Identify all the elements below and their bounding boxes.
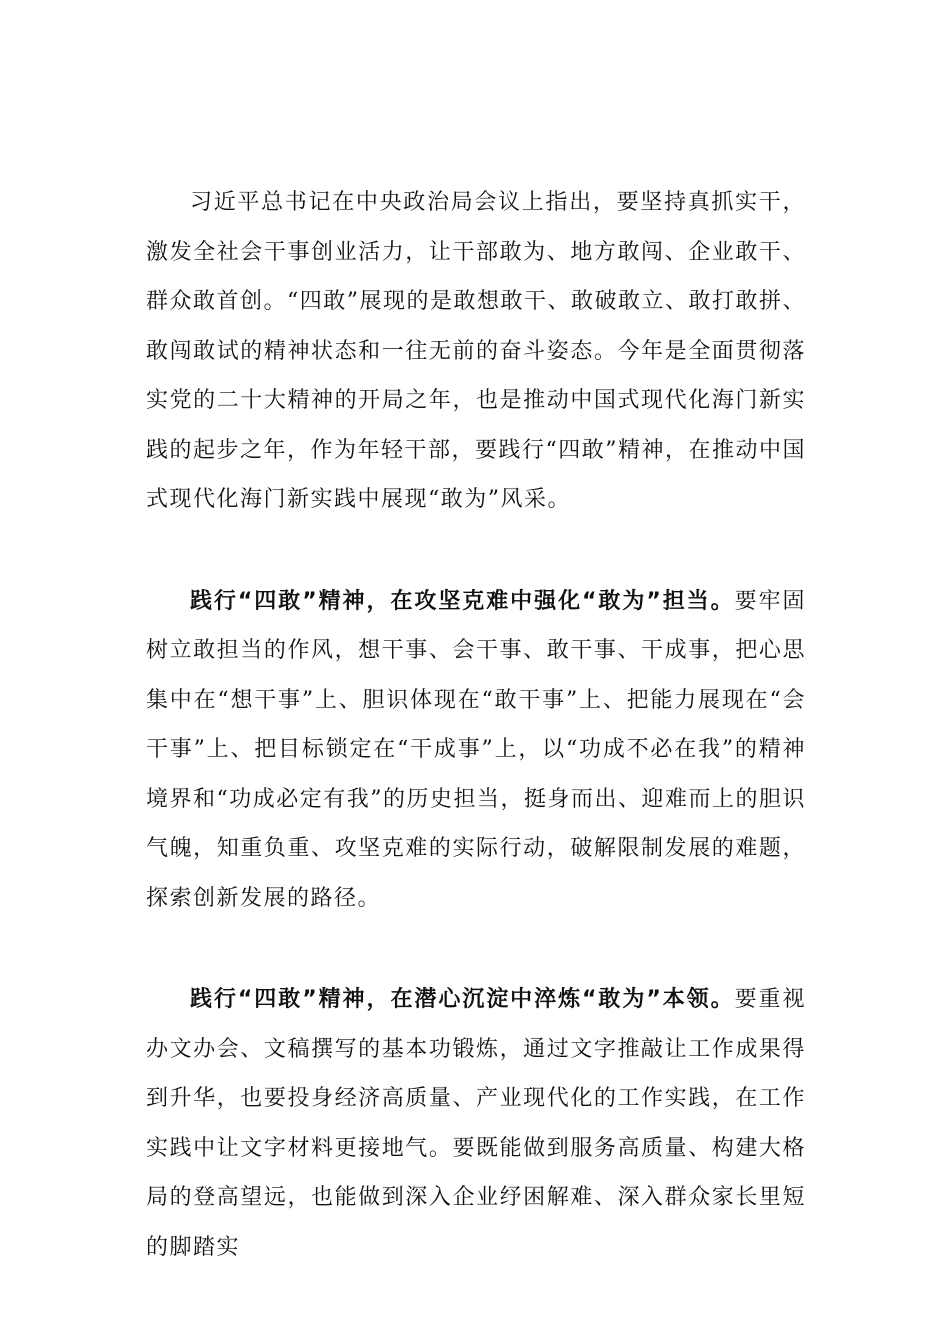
- paragraph-lead: 践行“四敢”精神，在潜心沉淀中淬炼“敢为”本领。: [190, 987, 735, 1012]
- paragraph-text: 要重视办文办会、文稿撰写的基本功锻炼，通过文字推敲让工作成果得到升华，也要投身经济高质量、产业现代化的工作实践，在工作实践中让文字材料更接地气。要既能做到服务高质量、构建大格局的登高望远，也能做到深入企业纾困解难、深入群众家长里短的脚踏实: [146, 987, 806, 1260]
- paragraph-courage-skills: [146, 975, 806, 1272]
- paragraph-intro: [146, 178, 806, 525]
- paragraph-text: 要牢固树立敢担当的作风，想干事、会干事、敢干事、干成事，把心思集中在“想干事”上、胆识体现在“敢干事”上、把能力展现在“会干事”上、把目标锁定在“干成事”上，以“功成不必在我”的精神境界和“功成必定有我”的历史担当，挺身而出、迎难而上的胆识气魄，知重负重、攻坚克难的实际行动，破解限制发展的难题，探索创新发展的路径。: [146, 588, 806, 911]
- paragraph-text: 习近平总书记在中央政治局会议上指出，要坚持真抓实干，激发全社会干事创业活力，让干部敢为、地方敢闯、企业敢干、群众敢首创。“四敢”展现的是敢想敢干、敢破敢立、敢打敢拼、敢闯敢试的精神状态和一往无前的奋斗姿态。今年是全面贯彻落实党的二十大精神的开局之年，也是推动中国式现代化海门新实践的起步之年，作为年轻干部，要践行“四敢”精神，在推动中国式现代化海门新实践中展现“敢为”风采。: [146, 190, 806, 512]
- paragraph-courage-responsibility: [146, 577, 806, 924]
- paragraph-lead: 践行“四敢”精神，在攻坚克难中强化“敢为”担当。: [190, 588, 735, 614]
- document-body: [146, 178, 806, 1272]
